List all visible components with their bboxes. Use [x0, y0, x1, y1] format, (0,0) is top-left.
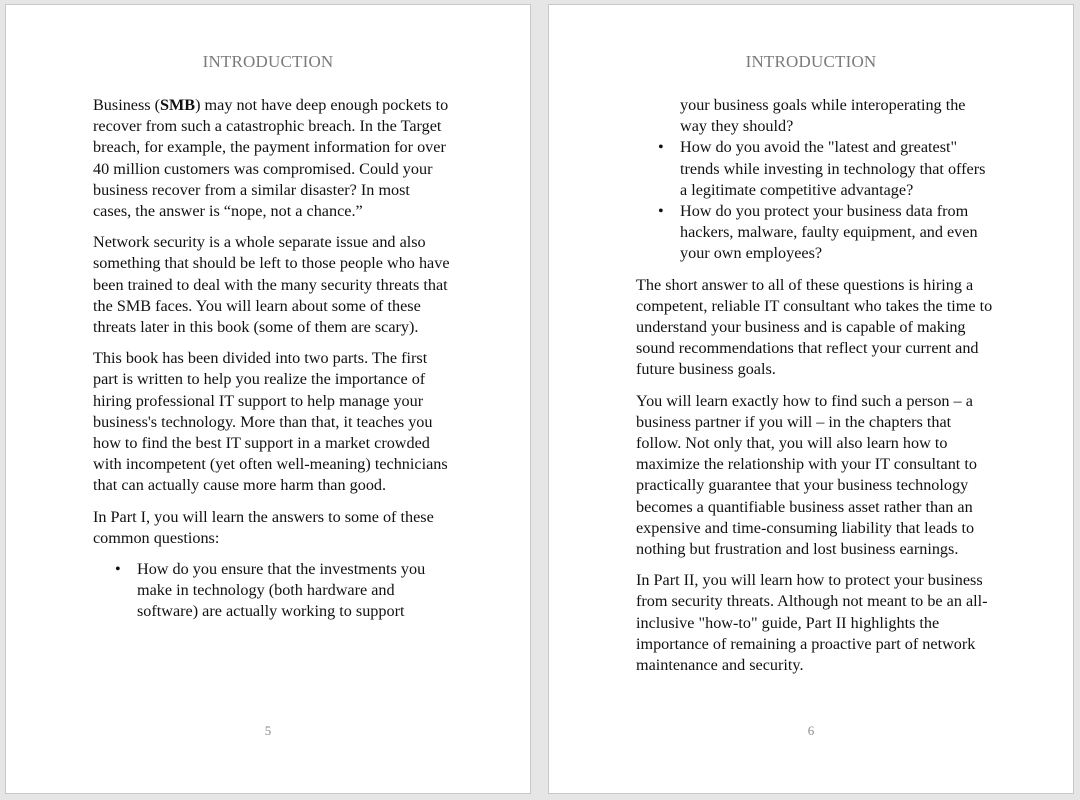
- running-head: INTRODUCTION: [745, 52, 877, 71]
- bullet-icon: •: [658, 202, 664, 221]
- bold-term: SMB: [160, 96, 196, 114]
- page-number: 5: [264, 723, 272, 738]
- list-item-continuation: your business goals while interoperating the way they should?: [680, 96, 966, 136]
- page-number: 6: [807, 723, 815, 738]
- list-item-text: How do you protect your business data from hackers, malware, faulty equipment, and even your own employees?: [680, 202, 978, 263]
- bullet-list: [93, 559, 451, 623]
- text-run: ) may not have deep enough pockets to recover from such a catastrophic breach. In the Target breach, for example, the payment information for over 40 million customers was compromised. Could your business recover from a similar disaster? In most cases, the answer is “nope, not a chance.”: [93, 96, 449, 221]
- page-body: [636, 95, 994, 686]
- list-item: [658, 201, 994, 265]
- paragraph: In Part II, you will learn how to protect your business from security threats. Although not meant to be an all-inclusive "how-to" guide, Part II highlights the importance of remaining a proactive part of network maintenance and security.: [636, 571, 988, 675]
- paragraph: [93, 95, 451, 222]
- paragraph: The short answer to all of these questions is hiring a competent, reliable IT consultant who takes the time to understand your business and is capable of making sound recommendations that reflect your current and future business goals.: [636, 275, 993, 379]
- page-body: [93, 95, 451, 633]
- bullet-icon: •: [658, 138, 664, 157]
- running-head: INTRODUCTION: [202, 52, 334, 71]
- book-page-right: [548, 4, 1074, 794]
- paragraph: In Part I, you will learn the answers to some of these common questions:: [93, 507, 434, 547]
- paragraph: Network security is a whole separate issue and also something that should be left to those people who have been trained to deal with the many security threats that the SMB faces. You will learn about some of these threats later in this book (some of them are scary).: [93, 233, 450, 337]
- text-run: Business (: [93, 96, 161, 114]
- bullet-icon: •: [115, 560, 121, 579]
- book-page-left: [5, 4, 531, 794]
- paragraph: This book has been divided into two parts. The first part is written to help you realize the importance of hiring professional IT support to help manage your business's technology. More than that, it teaches you how to find the best IT support in a market crowded with incompetent (yet often well-meaning) technicians that can actually cause more harm than good.: [93, 349, 448, 495]
- list-item-text: How do you ensure that the investments you make in technology (both hardware and software) are actually working to support: [137, 560, 426, 621]
- bullet-list: [636, 137, 994, 264]
- list-item-text: How do you avoid the "latest and greatest" trends while investing in technology that offers a legitimate competitive advantage?: [680, 138, 986, 199]
- paragraph: You will learn exactly how to find such a person – a business partner if you will – in the chapters that follow. Not only that, you will also learn how to maximize the relationship with your IT consultant to practically guarantee that your business technology becomes a quantifiable business asset rather than an expensive and time-consuming liability that leads to nothing but frustration and lost business earnings.: [636, 391, 977, 559]
- list-item: [658, 137, 994, 201]
- list-item: [115, 559, 451, 623]
